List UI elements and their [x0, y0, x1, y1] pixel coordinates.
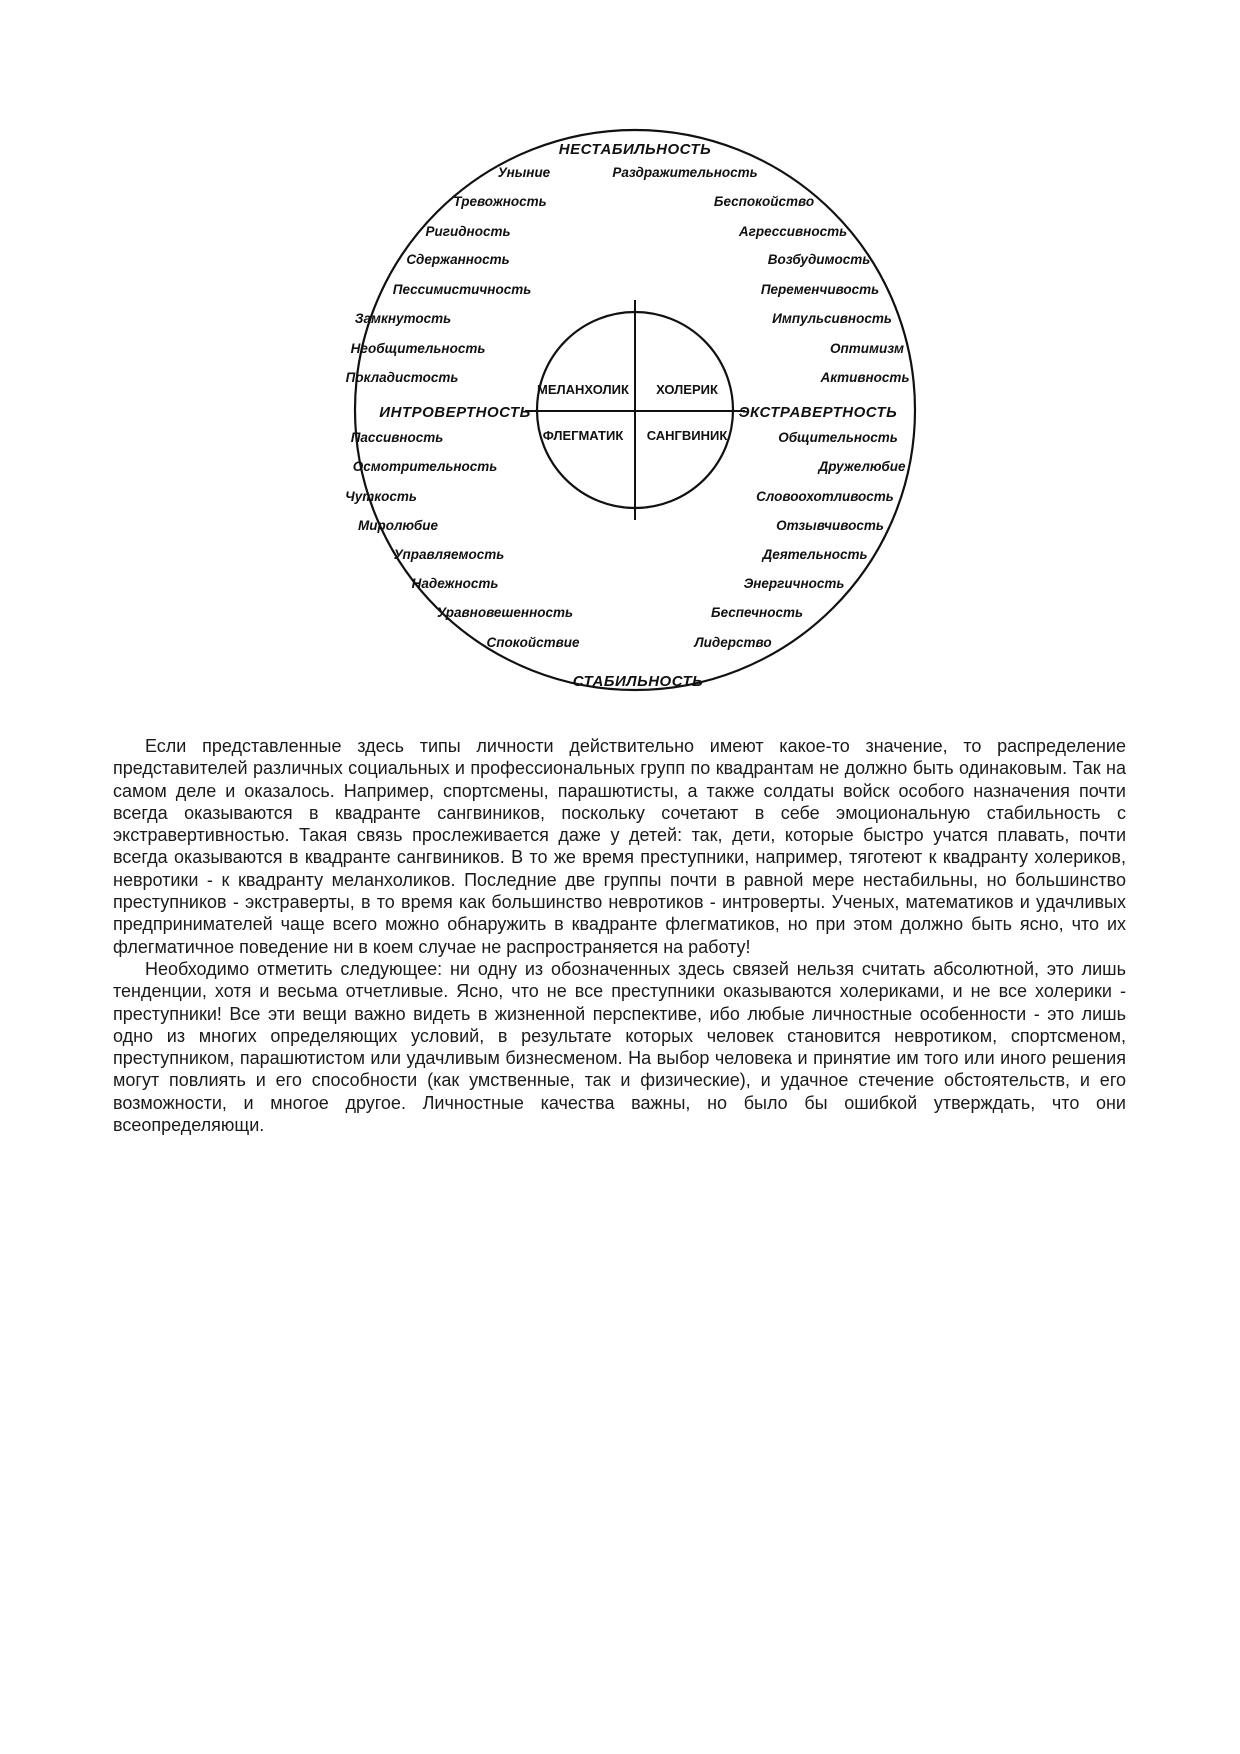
temperament-sanguine: САНГВИНИК [646, 428, 728, 443]
trait-label: Беспокойство [713, 194, 815, 209]
trait-label: Управляемость [393, 547, 505, 562]
trait-label: Пассивность [350, 430, 444, 445]
trait-label: Пессимистичность [392, 282, 532, 297]
article-paragraph-2: Необходимо отметить следующее: ни одну из обозначенных здесь связей нельзя считать абсолютной, это лишь тенденции, хотя и весьма отчетливые. Ясно, что не все преступники оказываются холериками, и не все холерики - преступники! Все эти вещи важно видеть в жизненной перспективе, ибо любые личностные особенности - это лишь одно из многих определяющих условий, в результате которых человек становится невротиком, спортсменом, преступником, парашютистом или удачливым бизнесменом. На выбор человека и принятие им того или иного решения могут повлиять и его способности (как умственные, так и физические), и удачное стечение обстоятельств, и его возможности, и многое другое. Личностные качества важны, но было бы ошибкой утверждать, что они всеопределяющи. [113, 958, 1126, 1136]
trait-label: Деятельность [762, 547, 868, 562]
trait-label: Чуткость [345, 489, 417, 504]
trait-label: Дружелюбие [818, 459, 906, 474]
temperament-circle-diagram [335, 110, 935, 710]
trait-label: Покладистость [345, 370, 459, 385]
trait-label: Тревожность [453, 194, 547, 209]
trait-label: Общительность [778, 430, 898, 445]
trait-label: Замкнутость [354, 311, 452, 326]
trait-label: Возбудимость [767, 252, 871, 267]
axis-label-stability: СТАБИЛЬНОСТЬ [572, 673, 704, 690]
trait-label: Переменчивость [760, 282, 880, 297]
trait-label: Энергичность [743, 576, 845, 591]
trait-label: Уныние [497, 165, 551, 180]
trait-label: Необщительность [350, 341, 486, 356]
trait-label: Беспечность [711, 605, 803, 620]
trait-label: Оптимизм [830, 341, 904, 356]
axis-label-introversion: ИНТРОВЕРТНОСТЬ [379, 404, 531, 421]
trait-label: Миролюбие [358, 518, 438, 533]
trait-label: Лидерство [694, 635, 772, 650]
temperament-melancholic: МЕЛАНХОЛИК [537, 382, 629, 397]
trait-label: Надежность [411, 576, 499, 591]
trait-label: Сдержанность [406, 252, 510, 267]
axis-label-extraversion: ЭКСТРАВЕРТНОСТЬ [738, 404, 898, 421]
trait-label: Спокойствие [486, 635, 580, 650]
trait-label: Агрессивность [738, 224, 848, 239]
trait-label: Уравновешенность [436, 605, 574, 620]
temperament-choleric: ХОЛЕРИК [656, 382, 718, 397]
temperament-phlegmatic: ФЛЕГМАТИК [542, 428, 624, 443]
article-paragraph-1: Если представленные здесь типы личности действительно имеют какое-то значение, то распределение представителей различных социальных и профессиональных групп по квадрантам не должно быть одинаковым. Так на самом деле и оказалось. Например, спортсмены, парашютисты, а также солдаты войск особого назначения почти всегда оказываются в квадранте сангвиников, поскольку сочетают в себе эмоциональную стабильность с экстравертивностью. Такая связь прослеживается даже у детей: так, дети, которые быстро учатся плавать, почти всегда оказываются в квадранте сангвиников. В то же время преступники, например, тяготеют к квадранту холериков, невротики - к квадранту меланхоликов. Последние две группы почти в равной мере нестабильны, но большинство преступников - экстраверты, в то время как большинство невротиков - интроверты. Ученых, математиков и удачливых предпринимателей чаще всего можно обнаружить в квадранте флегматиков, но при этом должно быть ясно, что их флегматичное поведение ни в коем случае не распространяется на работу! [113, 736, 1126, 957]
trait-label: Раздражительность [612, 165, 758, 180]
trait-label: Активность [820, 370, 910, 385]
trait-label: Отзывчивость [776, 518, 884, 533]
trait-label: Импульсивность [772, 311, 892, 326]
trait-label: Осмотрительность [352, 459, 498, 474]
article-text [113, 735, 1126, 1136]
trait-label: Словоохотливость [756, 489, 894, 504]
axis-label-instability: НЕСТАБИЛЬНОСТЬ [558, 141, 712, 158]
trait-label: Ригидность [425, 224, 511, 239]
